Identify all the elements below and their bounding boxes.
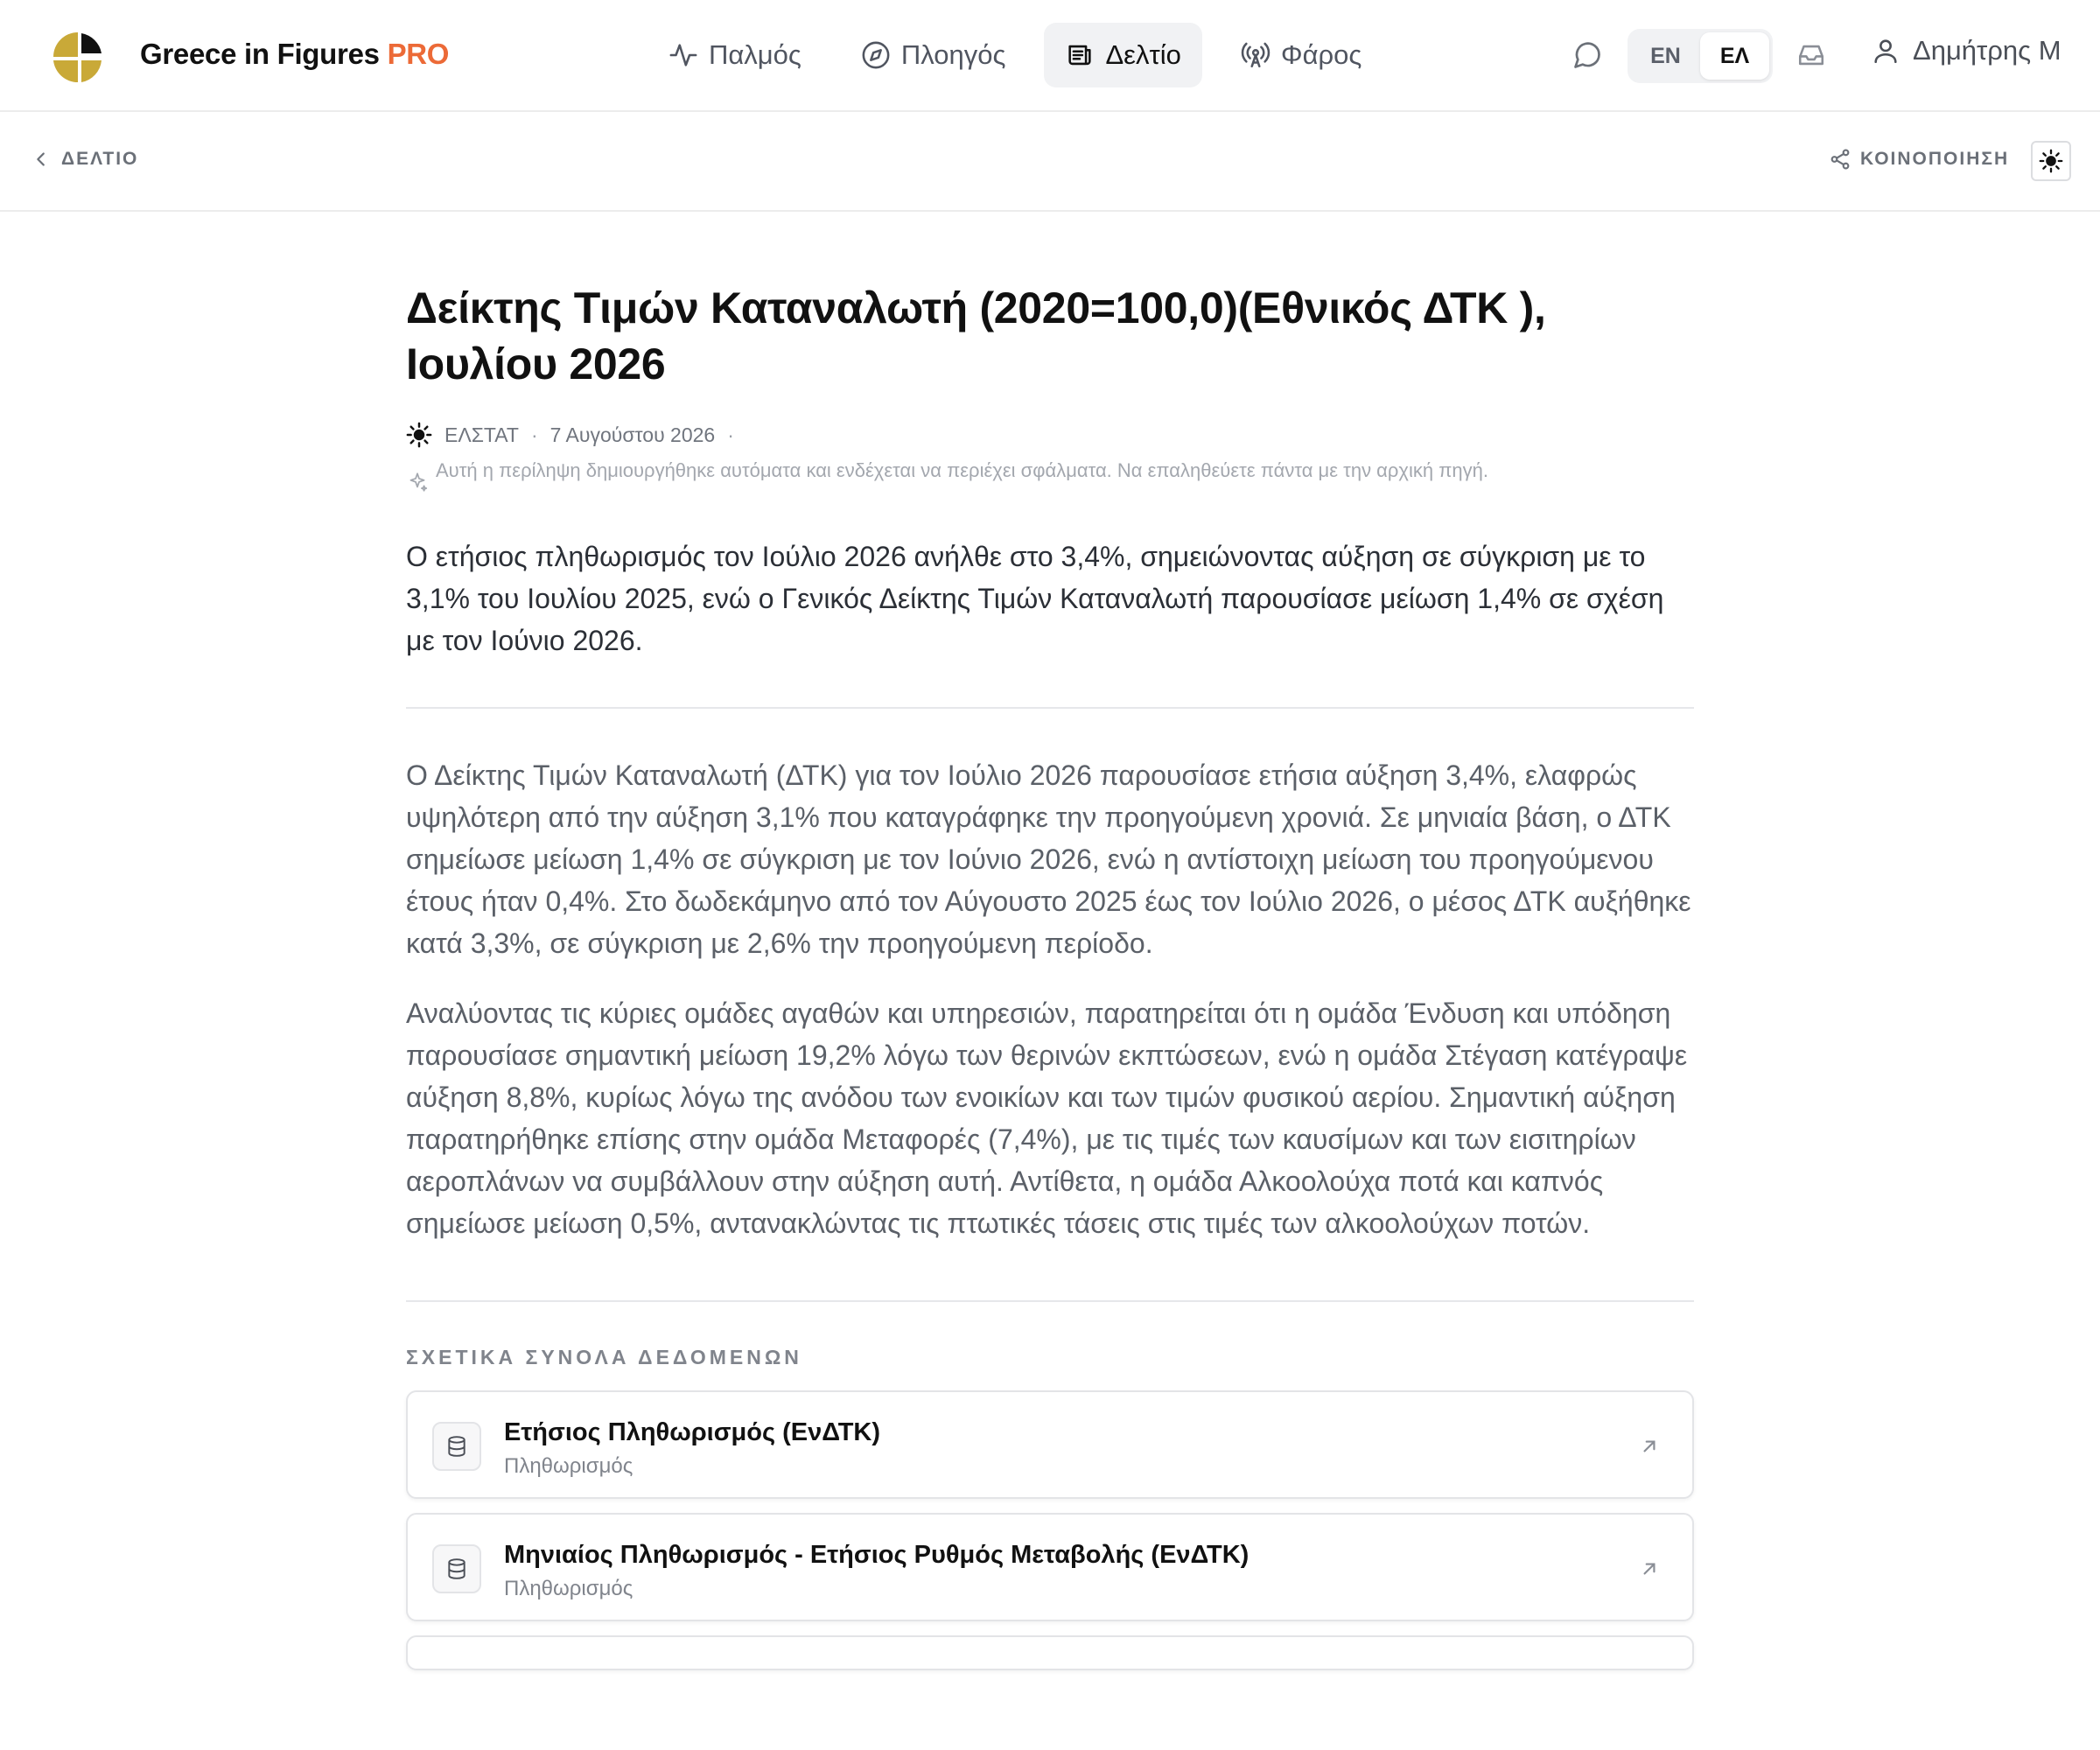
meta-separator: · xyxy=(530,423,538,446)
lang-option-en[interactable]: EN xyxy=(1650,43,1681,68)
divider xyxy=(406,1300,1694,1302)
external-link-icon xyxy=(1638,1558,1661,1580)
nav-item-faros[interactable] xyxy=(1220,23,1382,88)
nav-item-ploigos[interactable] xyxy=(840,23,1027,88)
nav-label: Δελτίο xyxy=(1105,39,1181,70)
article-meta xyxy=(406,422,1694,448)
share-label: ΚΟΙΝΟΠΟΙΗΣΗ xyxy=(1860,149,2010,169)
nav-label: Παλμός xyxy=(709,39,802,70)
chat-icon[interactable] xyxy=(1572,39,1603,71)
article xyxy=(406,212,1694,1670)
dataset-title: Ετήσιος Πληθωρισμός (ΕνΔΤΚ) xyxy=(504,1418,881,1446)
divider xyxy=(406,707,1694,709)
pulse-icon xyxy=(668,40,698,70)
dataset-card[interactable] xyxy=(406,1390,1694,1499)
nav-item-palmos[interactable] xyxy=(648,23,822,88)
article-source: ΕΛΣΤΑΤ xyxy=(444,423,519,446)
user-name: Δημήτρης Μ xyxy=(1913,35,2062,66)
sun-icon xyxy=(2039,149,2063,173)
ai-disclaimer xyxy=(406,457,1648,494)
article-paragraph: Αναλύοντας τις κύριες ομάδες αγαθών και υπηρεσιών, παρατηρείται ότι η ομάδα Ένδυση και υπόδηση παρουσίασε σημαντική μείωση 19,2% λόγω των θερινών εκπτώσεων, ενώ η ομάδα Στέγαση κατέγραψε αύξηση 8,8%, κυρίως λόγω της ανόδου των ενοικίων και των τιμών φυσικού αερίου. Σημαντική αύξηση παρατηρήθηκε επίσης στην ομάδα Μεταφορές (7,4%), με τις τιμές των καυσίμων και των εισιτηρίων αεροπλάνων να συμβάλλουν στην αύξηση αυτή. Αντίθετα, η ομάδα Αλκοολούχα ποτά και καπνός σημείωσε μείωση 0,5%, αντανακλώντας τις πτωτικές τάσεις στις τιμές των αλκοολούχων ποτών. xyxy=(406,998,1688,1239)
article-toolbar xyxy=(0,112,2100,212)
database-icon xyxy=(432,1422,481,1471)
dataset-category: Πληθωρισμός xyxy=(504,1577,634,1600)
brand-pro-badge: PRO xyxy=(387,38,450,70)
dataset-card[interactable] xyxy=(406,1513,1694,1621)
brand-name[interactable] xyxy=(140,38,449,71)
lang-option-el[interactable]: ΕΛ xyxy=(1700,32,1769,80)
user-menu[interactable] xyxy=(1871,35,2062,66)
share-icon xyxy=(1829,148,1852,171)
dataset-category: Πληθωρισμός xyxy=(504,1454,634,1478)
article-paragraph: Ο Δείκτης Τιμών Καταναλωτή (ΔΤΚ) για τον Ιούλιο 2026 παρουσίασε ετήσια αύξηση 3,4%, ελαφρώς υψηλότερη από την αύξηση 3,1% που καταγράφηκε την προηγούμενη χρονιά. Σε μηνιαία βάση, ο ΔΤΚ σημείωσε μείωση 1,4% σε σύγκριση με τον Ιούνιο 2026, ενώ η αντίστοιχη μείωση του προηγούμενου έτους ήταν 0,4%. Στο δωδεκάμηνο από τον Αύγουστο 2025 έως τον Ιούλιο 2026, ο μέσος ΔΤΚ αυξήθηκε κατά 3,3%, σε σύγκριση με 2,6% την προηγούμενη περίοδο. xyxy=(406,760,1691,959)
back-label: ΔΕΛΤΙΟ xyxy=(61,149,139,169)
compass-icon xyxy=(861,40,891,70)
nav-label: Πλοηγός xyxy=(900,39,1006,70)
article-lead: Ο ετήσιος πληθωρισμός τον Ιούλιο 2026 ανήλθε στο 3,4%, σημειώνοντας αύξηση σε σύγκριση με το 3,1% του Ιουλίου 2025, ενώ ο Γενικός Δείκτης Τιμών Καταναλωτή παρουσίασε μείωση 1,4% σε σχέση με τον Ιούνιο 2026. xyxy=(406,541,1664,656)
nav-item-deltio[interactable] xyxy=(1044,23,1201,88)
article-title: Δείκτης Τιμών Καταναλωτή (2020=100,0)(Εθνικός ΔΤΚ ), Ιουλίου 2026 xyxy=(406,284,1546,388)
disclaimer-text: Αυτή η περίληψη δημιουργήθηκε αυτόματα και ενδέχεται να περιέχει σφάλματα. Να επαληθεύετε πάντα με την αρχική πηγή. xyxy=(436,459,1488,481)
article-date: 7 Αυγούστου 2026 xyxy=(550,423,716,446)
dataset-title: Μηνιαίος Πληθωρισμός - Ετήσιος Ρυθμός Μεταβολής (ΕνΔΤΚ) xyxy=(504,1541,1250,1569)
broadcast-icon xyxy=(1241,40,1270,70)
back-link[interactable] xyxy=(32,149,138,170)
meta-separator: · xyxy=(727,423,734,446)
top-navigation-bar xyxy=(0,0,2100,112)
language-switcher xyxy=(1628,29,1773,83)
main-nav xyxy=(648,23,1382,88)
greece-in-figures-logo[interactable] xyxy=(51,30,105,84)
user-icon xyxy=(1871,36,1900,66)
related-datasets-heading: ΣΧΕΤΙΚΑ ΣΥΝΟΛΑ ΔΕΔΟΜΕΝΩΝ xyxy=(406,1346,802,1368)
newspaper-icon xyxy=(1065,40,1095,70)
external-link-icon xyxy=(1638,1435,1661,1458)
chevron-left-icon xyxy=(32,150,51,169)
share-button[interactable] xyxy=(1829,148,2009,171)
brand-title: Greece in Figures xyxy=(140,38,380,70)
database-icon xyxy=(432,1544,481,1593)
sun-icon xyxy=(406,422,432,448)
inbox-icon[interactable] xyxy=(1796,40,1826,70)
nav-label: Φάρος xyxy=(1280,39,1362,70)
theme-toggle-button[interactable] xyxy=(2031,141,2071,181)
sparkles-icon xyxy=(406,471,429,494)
dataset-card[interactable] xyxy=(406,1635,1694,1670)
